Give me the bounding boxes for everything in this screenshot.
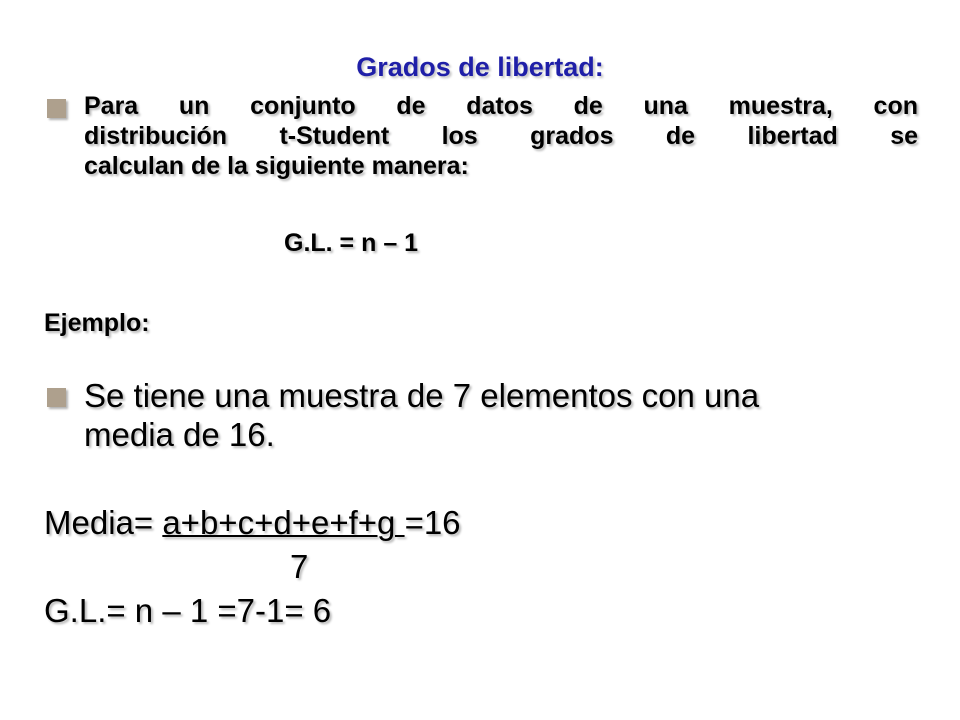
bullet-definition-line-1: Para un conjunto de datos de una muestra, con [84,92,918,120]
media-label: Media= [44,504,163,541]
bullet-square-icon [47,388,66,407]
bullet-example-line-1: Se tiene una muestra de 7 elementos con una [84,377,760,414]
media-equation [44,504,461,542]
media-numerator: a+b+c+d+e+f+g [162,504,405,541]
bullet-example [84,376,884,454]
slide-title: Grados de libertad: [356,52,604,82]
gl-calculation: G.L.= n – 1 =7-1= 6 [44,592,332,629]
bullet-square-icon [47,99,66,118]
bullet-definition-line-3: calculan de la siguiente manera: [84,152,469,180]
media-denominator: 7 [290,548,309,585]
example-heading: Ejemplo: [44,309,150,337]
bullet-definition-line-2: distribución t-Student los grados de libertad se [84,122,918,150]
formula-gl: G.L. = n – 1 [284,229,419,257]
bullet-definition [84,91,918,181]
media-result: =16 [404,504,461,541]
bullet-example-line-2: media de 16. [84,416,275,453]
